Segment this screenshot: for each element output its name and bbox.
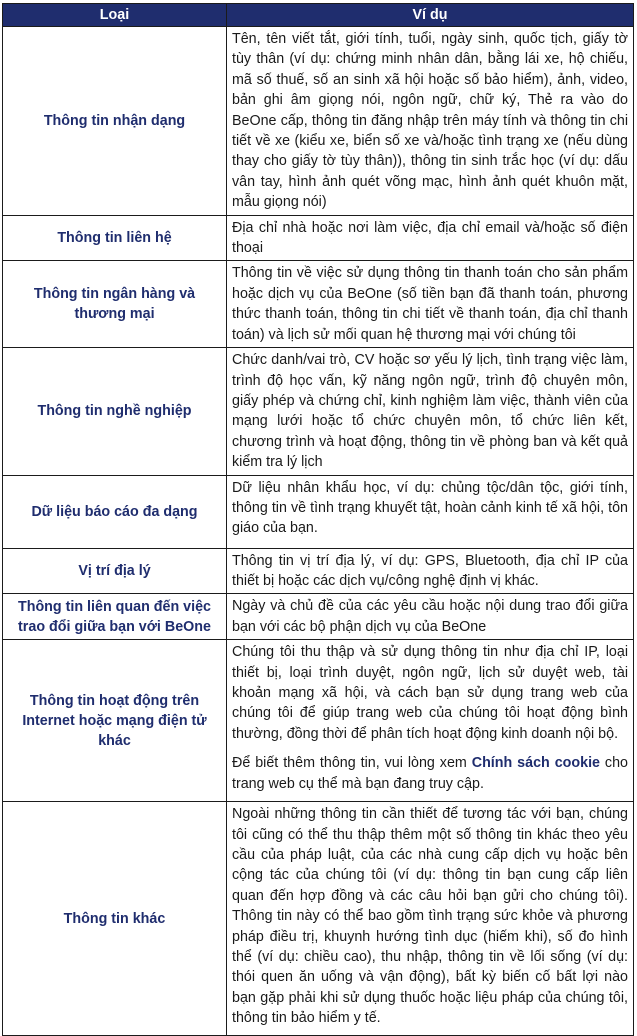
row-category: Thông tin liên hệ (3, 215, 227, 261)
table-row (3, 475, 634, 548)
row-example: Ngoài những thông tin cần thiết để tương tác với bạn, chúng tôi cũng có thể thu thập thêm một số thông tin khác theo yêu cầu của pháp luật, của các nhà cung cấp dịch vụ hoặc bên cộng tác của chúng tôi (ví dụ: thông tin bạn cung cấp liên quan đến hợp đồng và các câu hỏi bạn gửi cho chúng tôi). Thông tin này có thể bao gồm tình trạng sức khỏe và phương pháp điều trị, khuynh hướng tình dục (hiếm khi), số đo hình thể (ví dụ: chiều cao), thu nhập, thông tin về lối sống (ví dụ: thói quen ăn uống và vận động), bất kỳ biến cố bất lợi nào bạn gặp phải khi sử dụng thuốc hoặc liệu pháp của chúng tôi, thông tin bảo hiểm y tế. (227, 802, 634, 1036)
data-categories-table (2, 3, 634, 1036)
row-category: Thông tin nghề nghiệp (3, 348, 227, 475)
cookie-note-text: Để biết thêm thông tin, vui lòng xem (232, 755, 472, 772)
row-category: Thông tin khác (3, 802, 227, 1036)
row-example: Thông tin vị trí địa lý, ví dụ: GPS, Bluetooth, địa chỉ IP của thiết bị hoặc các dịch vụ/công nghệ định vị khác. (227, 548, 634, 594)
header-type: Loại (3, 4, 227, 27)
row-category: Thông tin nhận dạng (3, 27, 227, 216)
table-row (3, 215, 634, 261)
table-header-row (3, 4, 634, 27)
table-row (3, 27, 634, 216)
cookie-note-text-end: cho trang web cụ thể mà bạn đang truy cập. (232, 755, 628, 792)
table-row (3, 802, 634, 1036)
row-example-cell (227, 640, 634, 802)
row-category: Thông tin liên quan đến việc trao đổi giữa bạn với BeOne (3, 594, 227, 640)
row-example: Tên, tên viết tắt, giới tính, tuổi, ngày sinh, quốc tịch, giấy tờ tùy thân (ví dụ: chứng minh nhân dân, bằng lái xe, hộ chiếu, mã số thuế, số an sinh xã hội hoặc số bảo hiểm), ảnh, video, bản ghi âm giọng nói, ngôn ngữ, chữ ký, Thẻ ra vào do BeOne cấp, thông tin đăng nhập trên máy tính và thông tin chi tiết về xe (kiểu xe, biển số xe và/hoặc tình trạng xe (nếu dùng thay cho giấy tờ tùy thân)), thông tin sinh trắc học (ví dụ: dấu vân tay, hình ảnh quét võng mạc, hình ảnh quét khuôn mặt, mẫu giọng nói) (227, 27, 634, 216)
table-row (3, 594, 634, 640)
row-example: Địa chỉ nhà hoặc nơi làm việc, địa chỉ email và/hoặc số điện thoại (227, 215, 634, 261)
cookie-note (232, 753, 628, 794)
row-category: Vị trí địa lý (3, 548, 227, 594)
row-example: Chức danh/vai trò, CV hoặc sơ yếu lý lịch, tình trạng việc làm, trình độ học vấn, kỹ năng ngôn ngữ, trình độ chuyên môn, giấy phép và chứng chỉ, kinh nghiệm làm việc, thành viên của mạng lưới hoặc tổ chức chuyên môn, tổ chức liên kết, chương trình và hoạt động, thông tin về phòng ban và kết quả kiểm tra lý lịch (227, 348, 634, 475)
row-category: Dữ liệu báo cáo đa dạng (3, 475, 227, 548)
header-example: Ví dụ (227, 4, 634, 27)
table-row (3, 261, 634, 348)
row-category: Thông tin hoạt động trên Internet hoặc mạng điện tử khác (3, 640, 227, 802)
row-example: Thông tin về việc sử dụng thông tin thanh toán cho sản phẩm hoặc dịch vụ của BeOne (số tiền bạn đã thanh toán, phương thức thanh toán, thông tin chi tiết về thanh toán, địa chỉ thanh toán) và lịch sử mối quan hệ thương mại với chúng tôi (227, 261, 634, 348)
table-row (3, 640, 634, 802)
cookie-policy-link[interactable]: Chính sách cookie (471, 755, 600, 772)
row-example: Chúng tôi thu thập và sử dụng thông tin như địa chỉ IP, loại thiết bị, loại trình duyệt, ngôn ngữ, lịch sử duyệt web, tài khoản mạng xã hội, và cách bạn sử dụng trang web của chúng tôi để giúp trang web của chúng tôi hoạt động bình thường, đồng thời để phân tích hoạt động kinh doanh nội bộ. (232, 644, 628, 742)
table-row (3, 548, 634, 594)
row-example: Ngày và chủ đề của các yêu cầu hoặc nội dung trao đổi giữa bạn với các bộ phận dịch vụ của BeOne (227, 594, 634, 640)
table-row (3, 348, 634, 475)
row-category: Thông tin ngân hàng và thương mại (3, 261, 227, 348)
row-example: Dữ liệu nhân khẩu học, ví dụ: chủng tộc/dân tộc, giới tính, thông tin về tình trạng khuyết tật, hoàn cảnh kinh tế xã hội, tôn giáo của bạn. (227, 475, 634, 548)
